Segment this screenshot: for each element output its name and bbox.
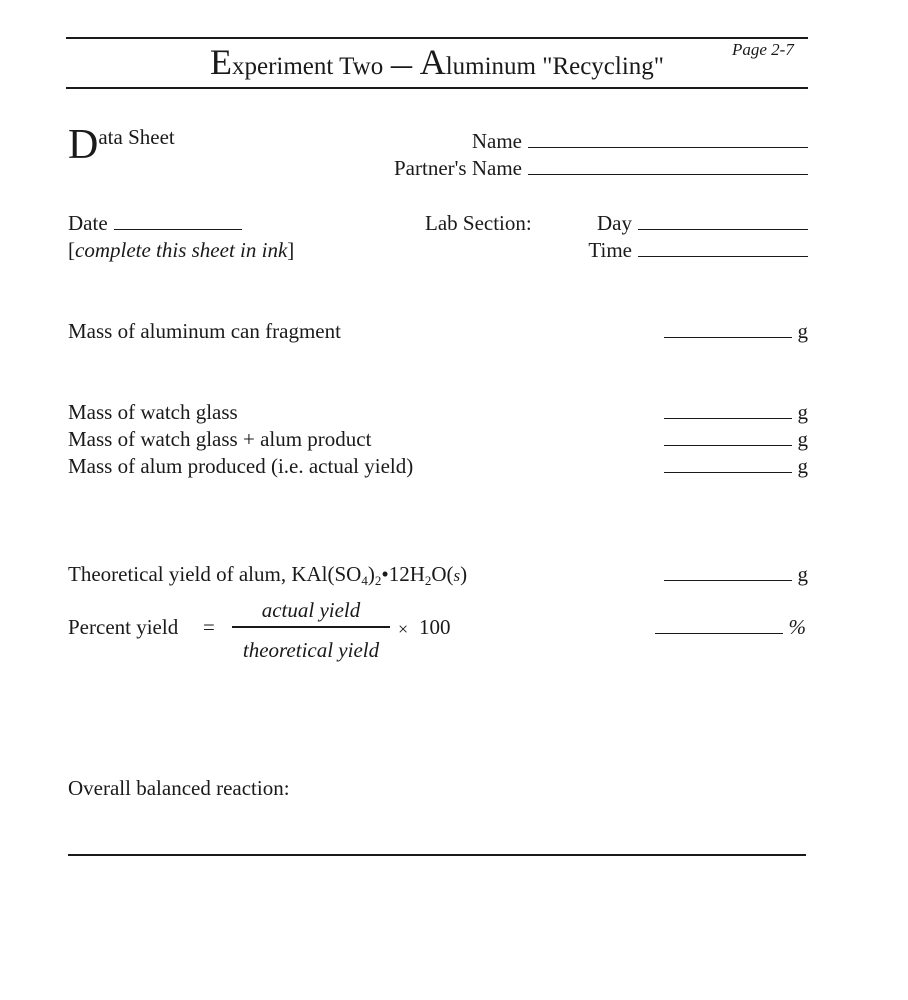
percent-unit: % <box>788 615 806 639</box>
day-field[interactable] <box>638 211 808 230</box>
data-sheet-rest: ata Sheet <box>98 125 175 149</box>
can-fragment-label: Mass of aluminum can fragment <box>68 319 341 343</box>
theoretical-label-part-d: O( <box>431 562 454 586</box>
percent-yield-equals: = <box>203 615 215 639</box>
watch-glass-label: Mass of watch glass <box>68 400 238 424</box>
ink-note-open: [ <box>68 238 75 262</box>
theoretical-label-part-e: ) <box>460 562 468 586</box>
percent-yield-label: Percent yield <box>68 615 179 639</box>
percent-yield-field[interactable] <box>655 615 783 634</box>
name-label: Name <box>471 129 522 153</box>
theoretical-yield-field[interactable] <box>664 562 792 581</box>
day-label: Day <box>597 211 632 235</box>
alum-produced-entry <box>658 454 809 478</box>
data-sheet-initial: D <box>68 122 99 168</box>
partner-name-field[interactable] <box>528 156 808 175</box>
date-label: Date <box>68 211 108 235</box>
header-bottom-rule <box>66 87 808 89</box>
percent-factor: 100 <box>419 615 451 639</box>
title-initial-e: E <box>209 42 232 82</box>
time-field[interactable] <box>638 238 808 257</box>
alum-produced-unit: g <box>797 454 808 478</box>
theoretical-yield-label <box>68 562 467 588</box>
ink-note-close: ] <box>287 238 295 262</box>
theoretical-yield-entry <box>658 562 809 586</box>
can-fragment-entry <box>658 319 809 343</box>
title-part-2: luminum "Recycling" <box>445 53 665 80</box>
title-initial-a: A <box>419 42 446 82</box>
title-dash: — <box>389 52 414 80</box>
reaction-line[interactable] <box>68 854 806 856</box>
header-top-rule <box>66 37 808 39</box>
glass-plus-alum-unit: g <box>797 427 808 451</box>
theoretical-label-part-c: •12H <box>381 562 425 586</box>
partner-row <box>394 156 808 180</box>
page-number: Page 2-7 <box>732 40 794 59</box>
alum-produced-field[interactable] <box>664 454 792 473</box>
reaction-label: Overall balanced reaction: <box>68 776 290 800</box>
theoretical-state: s <box>453 566 461 585</box>
data-sheet-heading <box>68 124 175 166</box>
theoretical-sub-3: 2 <box>424 573 432 588</box>
fraction-bar <box>232 626 390 628</box>
watch-glass-unit: g <box>797 400 808 424</box>
page-title <box>0 42 874 87</box>
can-fragment-unit: g <box>797 319 808 343</box>
percent-yield-entry <box>649 615 807 639</box>
glass-plus-alum-label: Mass of watch glass + alum product <box>68 427 372 451</box>
watch-glass-field[interactable] <box>664 400 792 419</box>
theoretical-sub-1: 4 <box>361 573 368 588</box>
glass-plus-alum-field[interactable] <box>664 427 792 446</box>
name-row <box>472 129 808 153</box>
alum-produced-label: Mass of alum produced (i.e. actual yield) <box>68 454 414 478</box>
theoretical-label-part-a: Theoretical yield of alum, KAl(SO <box>68 562 362 586</box>
time-row <box>588 238 808 262</box>
lab-section-label: Lab Section: <box>425 211 532 235</box>
times-sign: × <box>398 619 409 639</box>
title-part-1: xperiment Two <box>231 53 384 80</box>
watch-glass-entry <box>658 400 809 424</box>
ink-note <box>68 238 294 262</box>
theoretical-label-part-b: ) <box>367 562 375 586</box>
fraction-denominator: theoretical yield <box>242 638 380 662</box>
date-row <box>68 211 242 235</box>
theoretical-yield-unit: g <box>797 562 808 586</box>
day-row <box>597 211 808 235</box>
can-fragment-field[interactable] <box>664 319 792 338</box>
ink-note-text: complete this sheet in ink <box>75 238 288 262</box>
date-field[interactable] <box>114 211 242 230</box>
glass-plus-alum-entry <box>658 427 809 451</box>
time-label: Time <box>588 238 632 262</box>
theoretical-sub-2: 2 <box>374 573 382 588</box>
fraction-numerator: actual yield <box>261 598 361 622</box>
name-field[interactable] <box>528 129 808 148</box>
partner-name-label: Partner's Name <box>394 156 522 180</box>
